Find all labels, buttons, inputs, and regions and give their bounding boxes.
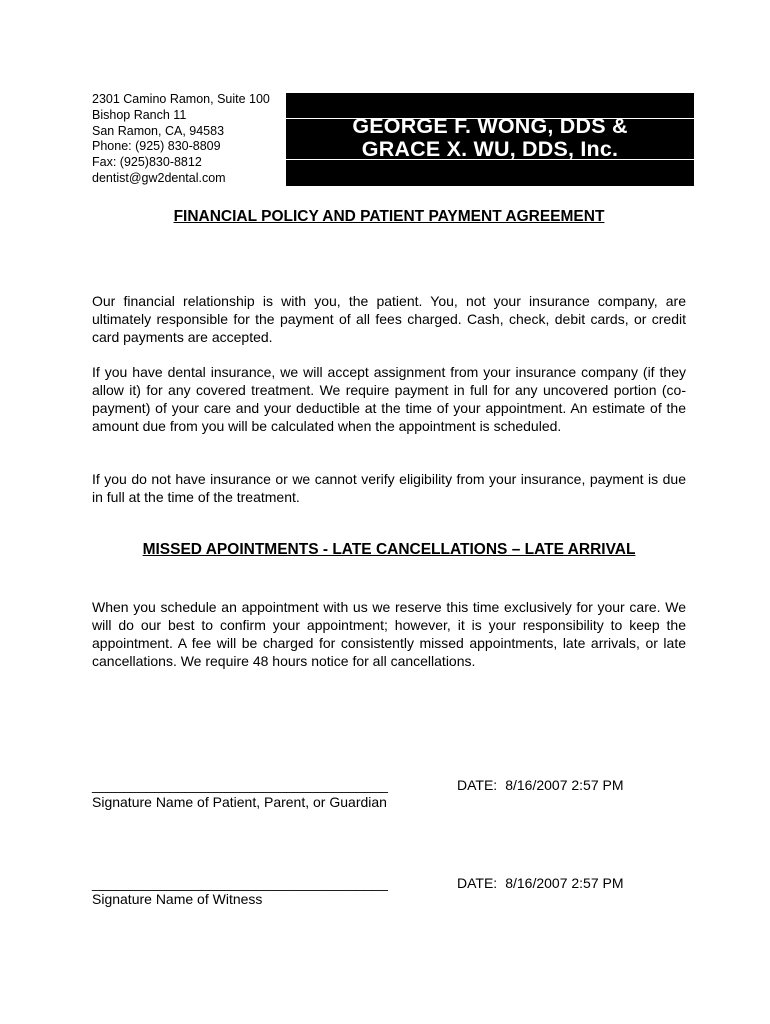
practice-address <box>92 92 270 187</box>
financial-paragraph-3: If you do not have insurance or we cannot verify eligibility from your insurance, payment is due in full at the time of the treatment. <box>92 471 686 505</box>
date-value: 8/16/2007 2:57 PM <box>505 777 624 793</box>
date-label: DATE: <box>457 777 498 793</box>
address-line-3: San Ramon, CA, 94583 <box>92 123 225 138</box>
witness-signature-label: Signature Name of Witness <box>92 891 263 907</box>
financial-policy-title: FINANCIAL POLICY AND PATIENT PAYMENT AGREEMENT <box>173 208 605 225</box>
patient-signature-label: Signature Name of Patient, Parent, or Guardian <box>92 794 387 810</box>
patient-signature-line[interactable]: ______________________________________ <box>92 777 388 793</box>
missed-appointments-title: MISSED APOINTMENTS - LATE CANCELLATIONS – LATE ARRIVAL <box>142 541 636 558</box>
date-value: 8/16/2007 2:57 PM <box>505 875 624 891</box>
financial-paragraph-1: Our financial relationship is with you, the patient. You, not your insurance company, are ultimately responsible for the payment of all fees charged. Cash, check, debit cards, or credit card payments are accepted. <box>92 293 686 345</box>
practice-name-line-1: GEORGE F. WONG, DDS & <box>352 114 628 138</box>
address-line-1: 2301 Camino Ramon, Suite 100 <box>92 92 270 106</box>
patient-signature-date <box>457 777 624 793</box>
practice-name-line-2: GRACE X. WU, DDS, Inc. <box>361 137 619 161</box>
date-label: DATE: <box>457 875 498 891</box>
phone-number: Phone: (925) 830-8809 <box>92 139 221 154</box>
witness-signature-line[interactable]: ______________________________________ <box>92 875 388 891</box>
address-line-2: Bishop Ranch 11 <box>92 107 187 122</box>
fax-number: Fax: (925)830-8812 <box>92 155 202 170</box>
financial-paragraph-2: If you have dental insurance, we will accept assignment from your insurance company (if they allow it) for any covered treatment. We require payment in full for any uncovered portion (co-payment) of your care and your deductible at the time of your appointment. An estimate of the amount due from you will be calculated when the appointment is scheduled. <box>92 364 686 434</box>
email-address: dentist@gw2dental.com <box>92 170 226 185</box>
missed-appointments-paragraph: When you schedule an appointment with us we reserve this time exclusively for your care. We will do our best to confirm your appointment; however, it is your responsibility to keep the appointment. A fee will be charged for consistently missed appointments, late arrivals, or late cancellations. We require 48 hours notice for all cancellations. <box>92 599 686 669</box>
practice-name-banner <box>286 93 694 186</box>
practice-name <box>286 115 694 161</box>
witness-signature-date <box>457 875 624 891</box>
